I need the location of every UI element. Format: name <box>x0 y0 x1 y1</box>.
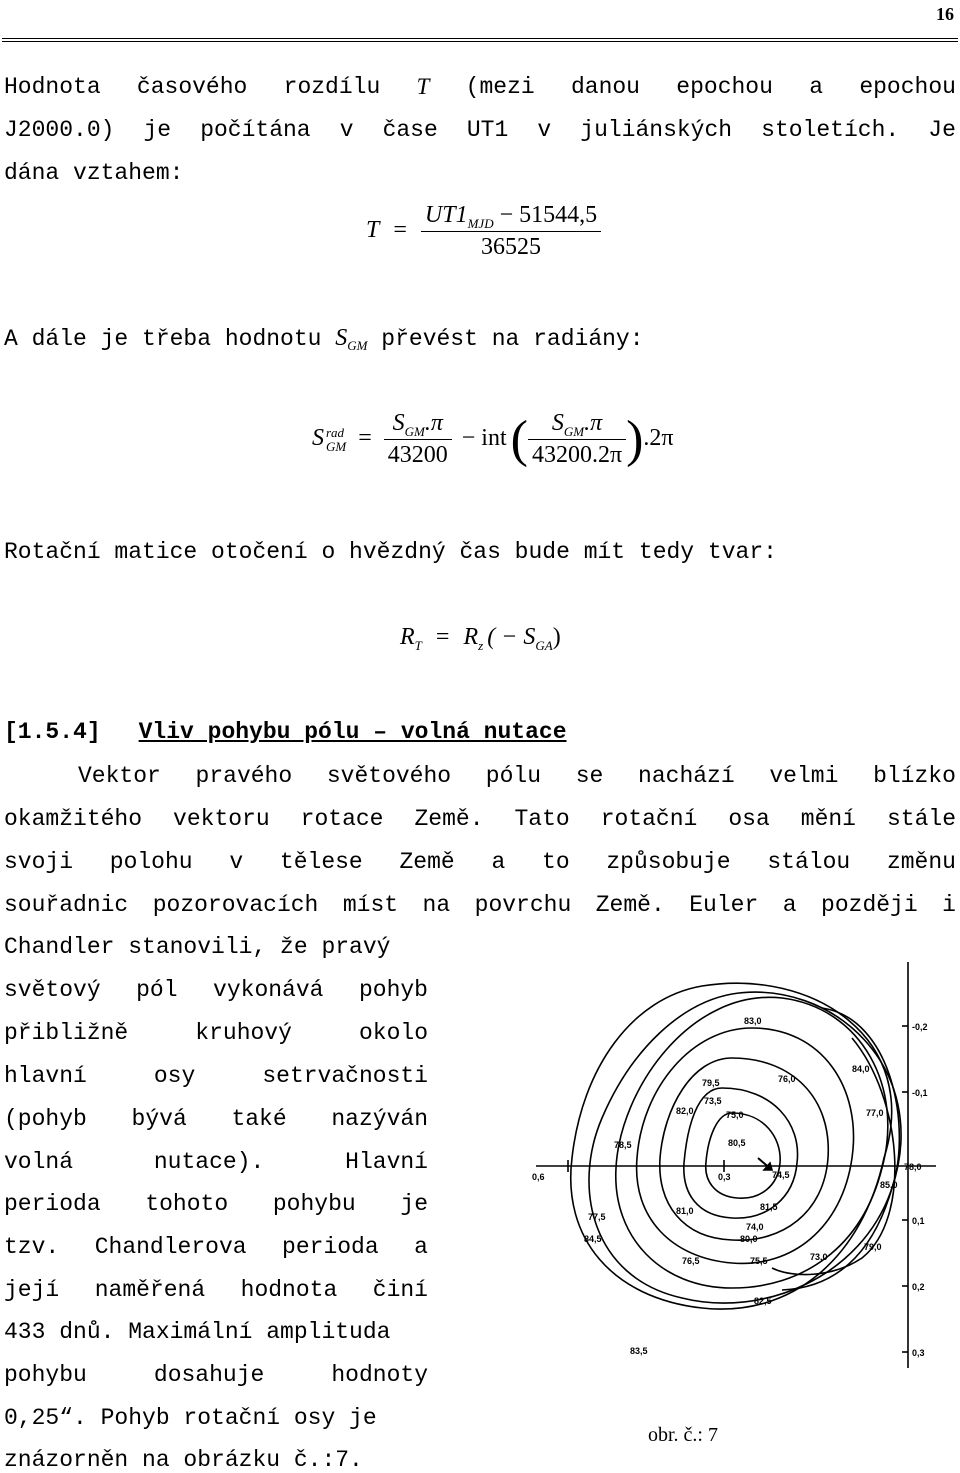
para4-line16: 0,25“. Pohyb rotační osy je <box>4 1405 377 1431</box>
word: způsobuje <box>606 849 731 875</box>
word: bývá <box>131 1106 187 1132</box>
word: naměřená <box>94 1277 206 1303</box>
word: pohybu <box>4 1362 87 1388</box>
denominator: 43200 <box>387 442 448 468</box>
eq-sign: = <box>393 217 407 244</box>
symbol-S: S <box>335 325 348 351</box>
point-label: 78,0 <box>904 1162 922 1172</box>
word: souřadnic <box>4 892 129 918</box>
word: Země. <box>414 806 484 832</box>
r-sub: z <box>478 638 484 653</box>
lhs-sub: GM <box>326 438 347 454</box>
word: osy <box>153 1063 196 1089</box>
symbol-sub: GM <box>347 338 368 353</box>
equation-S-rad <box>312 410 674 469</box>
para4-line17: znázorněn na obrázku č.:7. <box>4 1447 363 1473</box>
word: a <box>491 849 506 875</box>
arg: ( − S <box>487 624 536 650</box>
word: se <box>575 763 604 789</box>
word: juliánských <box>580 117 733 143</box>
point-label: 79,0 <box>864 1242 882 1252</box>
eq-lhs: T <box>366 217 380 244</box>
word: stále <box>886 806 956 832</box>
point-label: 76,5 <box>682 1256 700 1266</box>
para4-line5: Chandler stanovili, že pravý <box>4 934 391 960</box>
para4-line8 <box>4 1063 428 1089</box>
para4-line3 <box>4 849 956 875</box>
para1-line1 <box>4 74 956 100</box>
num-main: S <box>551 410 564 436</box>
arg-sub: GA <box>535 638 553 653</box>
word: rozdílu <box>283 74 381 100</box>
axis-label: 0,3 <box>912 1348 925 1358</box>
paren-close: ) <box>552 624 561 650</box>
word: světového <box>326 763 452 789</box>
para4-line1 <box>78 763 956 789</box>
word: epochou <box>859 74 956 100</box>
para1-line2 <box>4 117 956 143</box>
word: tzv. <box>4 1234 60 1260</box>
point-label: 79,5 <box>702 1078 720 1088</box>
word: přibližně <box>4 1020 129 1046</box>
eq-lhs: S <box>312 425 324 452</box>
point-label: 82,5 <box>754 1296 772 1306</box>
lhs-sup: rad <box>326 424 345 440</box>
word: počítána <box>200 117 311 143</box>
word: vektoru <box>173 806 270 832</box>
word: v <box>537 117 552 143</box>
para4-line12 <box>4 1234 428 1260</box>
page-number: 16 <box>936 4 954 24</box>
numerator <box>421 202 601 232</box>
word: blízko <box>873 763 956 789</box>
num-sub: GM <box>404 424 425 439</box>
word: okamžitého <box>4 806 143 832</box>
word: okolo <box>358 1020 428 1046</box>
word: dosahuje <box>153 1362 265 1388</box>
num-rest: .π <box>424 410 443 436</box>
minus-int: − int <box>461 425 507 452</box>
word: mění <box>800 806 856 832</box>
word: pohyb <box>358 977 428 1003</box>
word: svoji <box>4 849 74 875</box>
word: danou <box>570 74 640 100</box>
num-rest: .π <box>584 410 603 436</box>
eq-tail: .2π <box>643 425 674 452</box>
text: převést na radiány: <box>367 326 644 352</box>
num-rest: − 51544,5 <box>499 202 598 228</box>
axis-label: -0,2 <box>912 1022 928 1032</box>
word: povrchu <box>474 892 572 918</box>
word: to <box>542 849 570 875</box>
word: je <box>143 117 172 143</box>
word: vykonává <box>213 977 324 1003</box>
word: Je <box>928 117 956 143</box>
word: rotační <box>600 806 698 832</box>
point-label: 80,0 <box>740 1234 758 1244</box>
word: perioda <box>282 1234 379 1260</box>
word: nutace). <box>153 1149 265 1175</box>
word: později <box>821 892 918 918</box>
rotation-R: R <box>463 624 479 650</box>
para4-line10 <box>4 1149 428 1175</box>
word: hodnota <box>240 1277 338 1303</box>
word: pozorovacích <box>152 892 319 918</box>
para4-line4 <box>4 892 956 918</box>
paren-open: ( <box>510 411 528 468</box>
para4-line15 <box>4 1362 428 1388</box>
point-label: 75,0 <box>726 1110 744 1120</box>
word: míst <box>342 892 399 918</box>
path-loop <box>706 1113 780 1198</box>
point-label: 74,0 <box>746 1222 764 1232</box>
point-label: 84,0 <box>852 1064 870 1074</box>
denominator: 43200.2π <box>531 442 623 468</box>
word: perioda <box>4 1191 101 1217</box>
word: pohybu <box>272 1191 356 1217</box>
section-number: [1.5.4] <box>4 719 101 745</box>
word: Hodnota <box>4 74 101 100</box>
word: činí <box>372 1277 428 1303</box>
word: pólu <box>485 763 542 789</box>
word: pravého <box>195 763 293 789</box>
axis-label: -0,1 <box>912 1088 928 1098</box>
polar-motion-figure <box>532 958 958 1378</box>
word: epochou <box>676 74 773 100</box>
word: časového <box>136 74 248 100</box>
point-label: 73,5 <box>704 1096 722 1106</box>
denominator: 36525 <box>481 234 542 260</box>
word: i <box>942 892 956 918</box>
word: polohu <box>109 849 193 875</box>
num-sub: MJD <box>467 216 494 231</box>
axis-label: 0,1 <box>912 1216 925 1226</box>
axis-label: 0,6 <box>532 1172 545 1182</box>
word: volná <box>4 1149 74 1175</box>
para4-line2 <box>4 806 956 832</box>
word: také <box>231 1106 287 1132</box>
word: v <box>339 117 354 143</box>
point-label: 78,5 <box>614 1140 632 1150</box>
para1-line3: dána vztahem: <box>4 160 184 186</box>
word: Tato <box>514 806 570 832</box>
word: čase <box>382 117 438 143</box>
word: (mezi <box>465 74 535 100</box>
para2-line <box>4 325 644 352</box>
word: (pohyb <box>4 1106 87 1132</box>
word: na <box>422 892 451 918</box>
word: hodnoty <box>331 1362 428 1388</box>
fraction-1 <box>384 410 452 469</box>
point-label: 80,5 <box>728 1138 746 1148</box>
num-main: S <box>392 410 405 436</box>
para3-line: Rotační matice otočení o hvězdný čas bude mít tedy tvar: <box>4 539 777 565</box>
word: hlavní <box>4 1063 87 1089</box>
eq-sign: = <box>435 624 450 650</box>
word: tohoto <box>145 1191 229 1217</box>
fraction <box>421 202 601 261</box>
polar-motion-diagram <box>532 958 958 1378</box>
axis-label: 0,2 <box>912 1282 925 1292</box>
point-label: 77,5 <box>588 1212 606 1222</box>
para4-line7 <box>4 1020 428 1046</box>
point-label: 85,0 <box>880 1180 898 1190</box>
figure-caption: obr. č.: 7 <box>648 1424 718 1446</box>
point-label: 76,0 <box>778 1074 796 1084</box>
point-label: 81,0 <box>676 1206 694 1216</box>
word: nachází <box>638 763 735 789</box>
eq-lhs: R <box>400 624 415 650</box>
header-rule <box>2 38 958 39</box>
point-label: 74,5 <box>772 1170 790 1180</box>
para4-line6 <box>4 977 428 1003</box>
word: setrvačnosti <box>262 1063 428 1089</box>
word: nazýván <box>331 1106 428 1132</box>
point-label: 77,0 <box>866 1108 884 1118</box>
point-label: 75,5 <box>750 1256 768 1266</box>
axis-label: 0,3 <box>718 1172 731 1182</box>
word: Euler <box>689 892 759 918</box>
word: kruhový <box>195 1020 292 1046</box>
point-label: 83,5 <box>630 1346 648 1356</box>
word: Hlavní <box>345 1149 428 1175</box>
symbol-T: T <box>416 74 430 99</box>
word: osa <box>728 806 770 832</box>
word: a <box>782 892 797 918</box>
point-label: 81,5 <box>760 1202 778 1212</box>
word: její <box>4 1277 60 1303</box>
lhs-sub: T <box>414 638 422 653</box>
word: J2000.0) <box>4 117 115 143</box>
equation-T <box>366 202 601 261</box>
point-label: 73,0 <box>810 1252 828 1262</box>
word: UT1 <box>466 117 509 143</box>
word: v <box>229 849 244 875</box>
text: A dále je třeba hodnotu <box>4 326 336 352</box>
word: Země <box>399 849 455 875</box>
word: velmi <box>769 763 839 789</box>
para4-line14: 433 dnů. Maximální amplituda <box>4 1319 391 1345</box>
numerator <box>384 410 452 440</box>
equation-R <box>400 624 561 651</box>
para4-line11 <box>4 1191 428 1217</box>
word: pól <box>136 977 178 1003</box>
section-heading <box>4 719 567 745</box>
num-sub: GM <box>563 424 585 439</box>
word: a <box>809 74 824 100</box>
word: tělese <box>279 849 363 875</box>
word: Země. <box>595 892 665 918</box>
paren-close: ) <box>626 411 644 468</box>
point-label: 82,0 <box>676 1106 694 1116</box>
word: stálou <box>767 849 851 875</box>
word: je <box>400 1191 428 1217</box>
fraction-2 <box>528 410 626 469</box>
word: Vektor <box>78 763 161 789</box>
point-label: 84,5 <box>584 1234 602 1244</box>
para4-line13 <box>4 1277 428 1303</box>
word: a <box>414 1234 428 1260</box>
point-label: 83,0 <box>744 1016 762 1026</box>
word: změnu <box>886 849 956 875</box>
word: Chandlerova <box>94 1234 247 1260</box>
numerator <box>528 410 626 440</box>
eq-sign: = <box>358 425 372 452</box>
word: rotace <box>300 806 384 832</box>
num-main: UT1 <box>424 202 468 228</box>
word: světový <box>4 977 101 1003</box>
section-title: Vliv pohybu pólu – volná nutace <box>138 719 567 745</box>
para4-line9 <box>4 1106 428 1132</box>
word: stoletích. <box>761 117 900 143</box>
